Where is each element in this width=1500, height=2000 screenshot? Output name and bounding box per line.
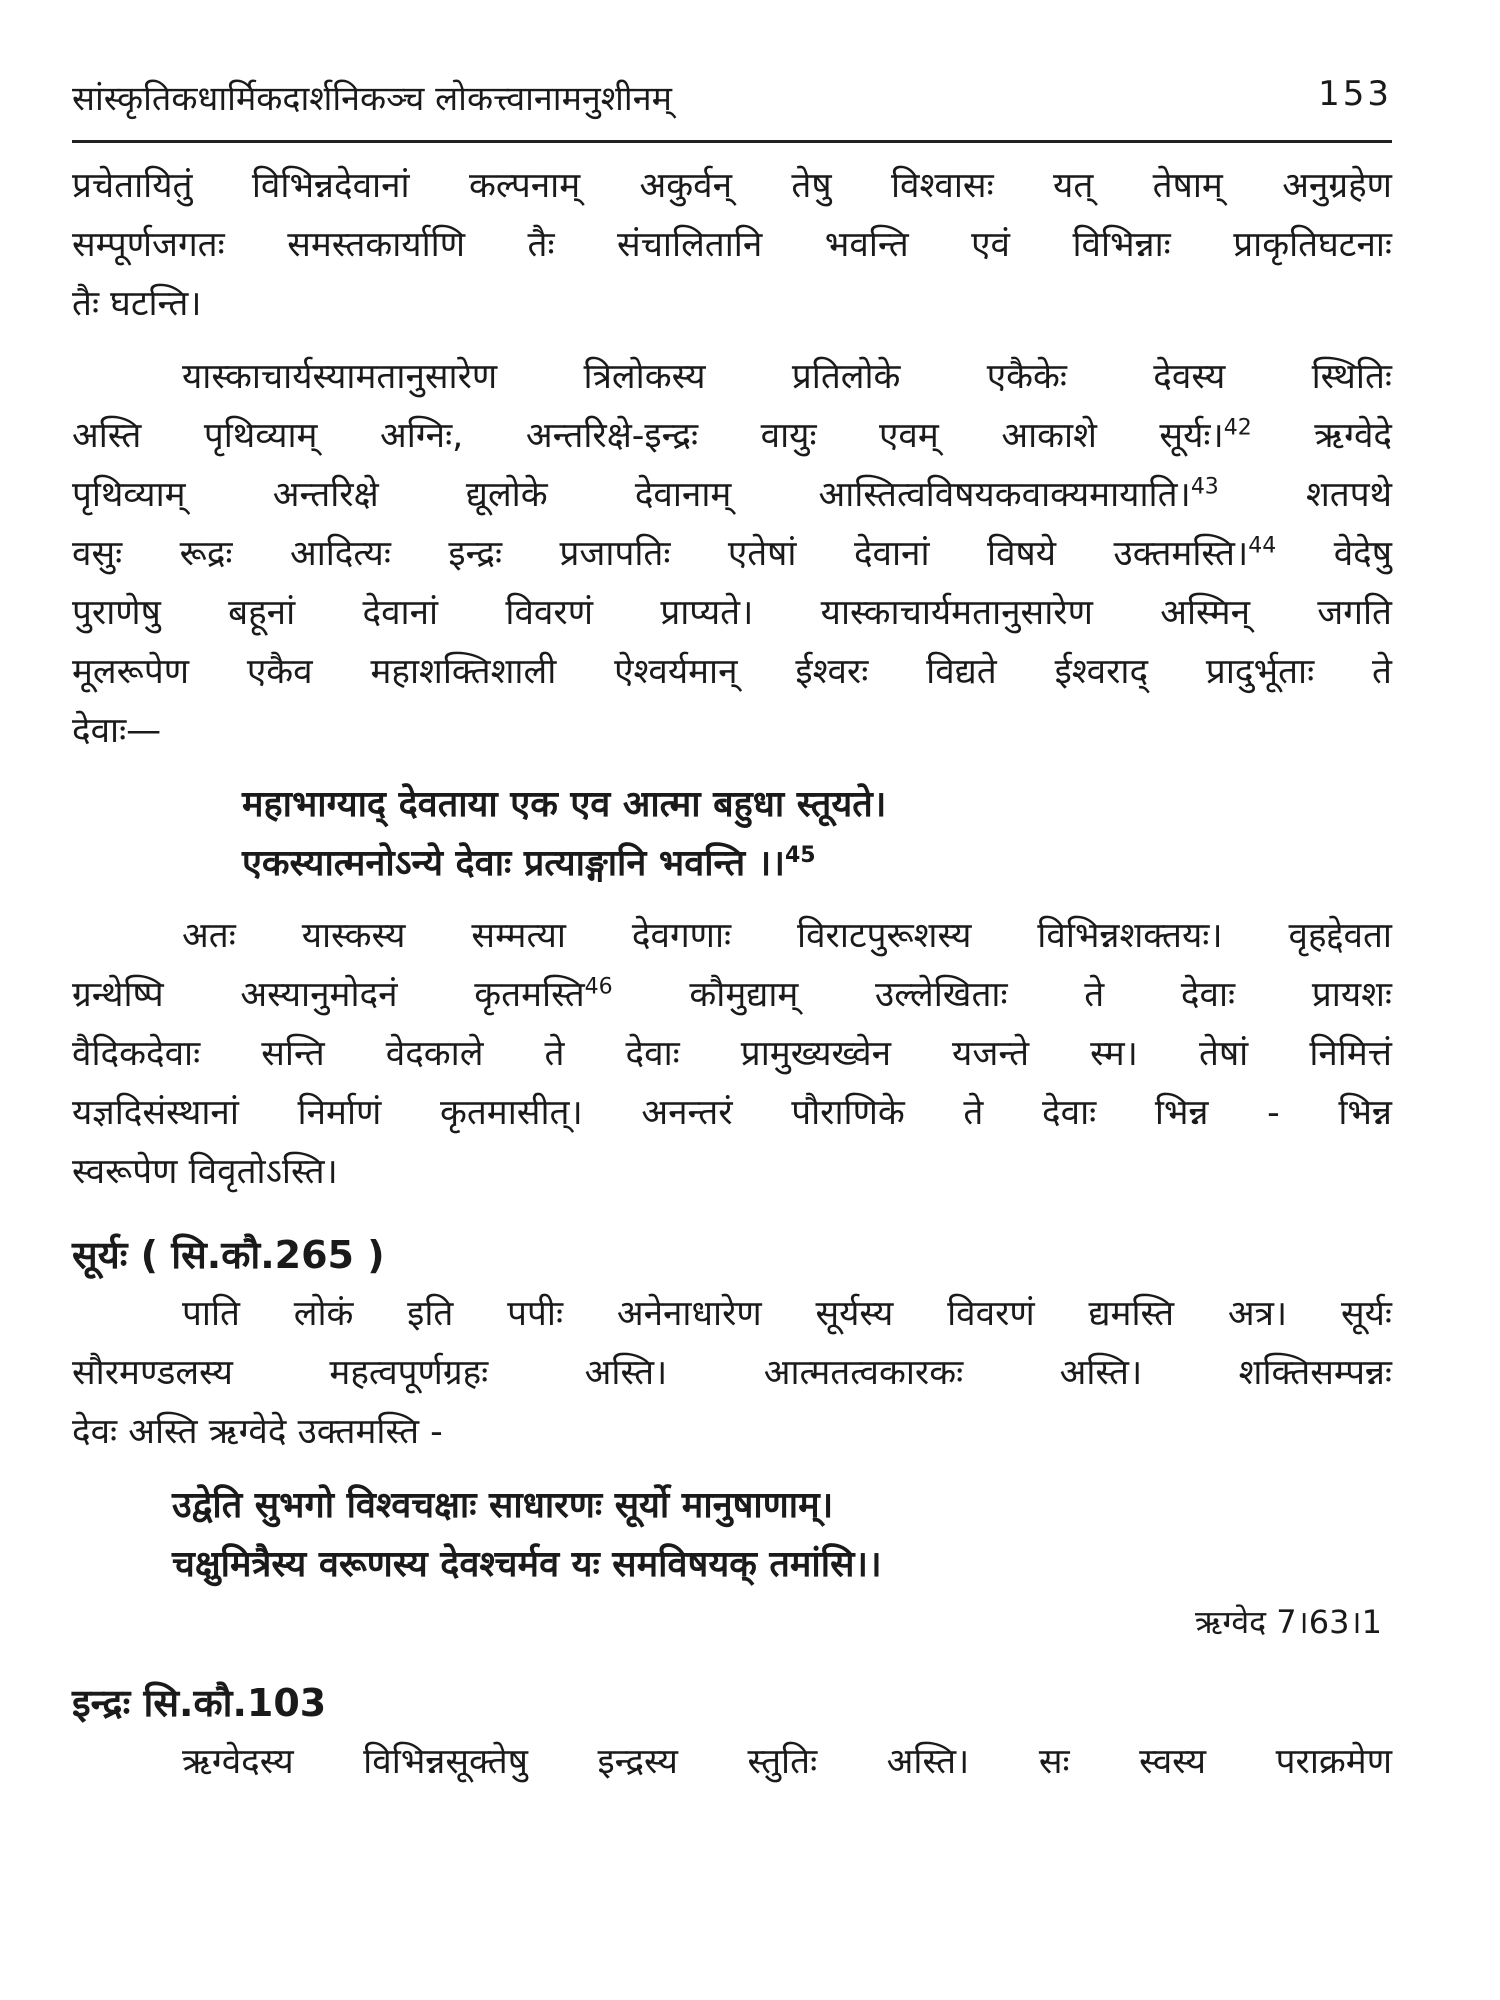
running-title: सांस्कृतिकधार्मिकदार्शनिकञ्च लोकत्त्वानामनुशीनम् bbox=[72, 79, 672, 119]
paragraph-4 bbox=[72, 1285, 1392, 1462]
text-span: ग्रन्थेष्पि अस्यानुमोदनं कृतमस्ति bbox=[72, 975, 585, 1015]
text-line: तैः घटन्ति। bbox=[72, 284, 202, 324]
text-span: अस्ति पृथिव्याम् अग्निः, अन्तरिक्षे-इन्द्रः वायुः एवम् आकाशे सूर्यः। bbox=[72, 416, 1224, 456]
text-line: ऋग्वेदस्य विभिन्नसूक्तेषु इन्द्रस्य स्तुतिः अस्ति। सः स्वस्य पराक्रमेण bbox=[182, 1742, 1392, 1782]
page-number: 153 bbox=[1318, 74, 1392, 114]
verse-block-1 bbox=[72, 775, 1392, 893]
text-span: वसुः रूद्रः आदित्यः इन्द्रः प्रजापतिः एतेषां देवानां विषये उक्तमस्ति। bbox=[72, 534, 1249, 574]
text-line: देवः अस्ति ऋग्वेदे उक्तमस्ति - bbox=[72, 1412, 443, 1452]
text-span: पृथिव्याम् अन्तरिक्षे द्यूलोके देवानाम् आस्तित्वविषयकवाक्यमायाति। bbox=[72, 475, 1191, 515]
footnote-marker: 42 bbox=[1223, 415, 1252, 441]
paragraph-2 bbox=[72, 348, 1392, 761]
text-line bbox=[72, 466, 1392, 525]
text-line: वैदिकदेवाः सन्ति वेदकाले ते देवाः प्रामुख्यख्वेन यजन्ते स्म। तेषां निमित्तं bbox=[72, 1034, 1392, 1074]
text-line: देवाः— bbox=[72, 711, 162, 751]
footnote-marker: 44 bbox=[1248, 533, 1277, 559]
text-line: यास्काचार्यस्यामतानुसारेण त्रिलोकस्य प्रतिलोके एकैकेः देवस्य स्थितिः bbox=[182, 357, 1392, 397]
paragraph-1 bbox=[72, 157, 1392, 334]
text-line: सौरमण्डलस्य महत्वपूर्णग्रहः अस्ति। आत्मतत्वकारकः अस्ति। शक्तिसम्पन्नः bbox=[72, 1353, 1392, 1393]
footnote-marker: 45 bbox=[784, 843, 816, 868]
text-span: ऋग्वेदे bbox=[1251, 416, 1392, 456]
paragraph-3 bbox=[72, 907, 1392, 1202]
text-span: शतपथे bbox=[1218, 475, 1392, 515]
text-line: सम्पूर्णजगतः समस्तकार्याणि तैः संचालितानि भवन्ति एवं विभिन्नाः प्राकृतिघटनाः bbox=[72, 225, 1392, 265]
text-line: यज्ञदिसंस्थानां निर्माणं कृतमासीत्। अनन्तरं पौराणिके ते देवाः भिन्न - भिन्न bbox=[72, 1093, 1392, 1133]
text-line: पाति लोकं इति पपीः अनेनाधारेण सूर्यस्य विवरणं द्यमस्ति अत्र। सूर्यः bbox=[182, 1294, 1392, 1334]
section-heading-indra: इन्द्रः सि.कौ.103 bbox=[72, 1681, 327, 1725]
text-line bbox=[72, 966, 1392, 1025]
verse-block-2 bbox=[72, 1476, 1392, 1594]
verse-reference: ऋग्वेद 7।63।1 bbox=[1195, 1603, 1382, 1641]
verse-line: उद्वेति सुभगो विश्वचक्षाः साधारणः सूर्यो मानुषाणाम्। bbox=[172, 1485, 834, 1526]
verse-line bbox=[72, 834, 1392, 893]
document-page bbox=[72, 60, 1392, 1792]
paragraph-5 bbox=[72, 1733, 1392, 1792]
text-span: वेदेषु bbox=[1276, 534, 1392, 574]
section-heading-surya: सूर्यः ( सि.कौ.265 ) bbox=[72, 1233, 385, 1277]
text-line bbox=[72, 407, 1392, 466]
text-line: मूलरूपेण एकैव महाशक्तिशाली ऐश्वर्यमान् ईश्वरः विद्यते ईश्वराद् प्रादुर्भूताः ते bbox=[72, 652, 1392, 692]
footnote-marker: 43 bbox=[1190, 474, 1219, 500]
text-line bbox=[72, 525, 1392, 584]
text-line: प्रचेतायितुं विभिन्नदेवानां कल्पनाम् अकुर्वन् तेषु विश्वासः यत् तेषाम् अनुग्रहेण bbox=[72, 166, 1392, 206]
text-span: एकस्यात्मनोऽन्ये देवाः प्रत्याङ्गानि भवन्ति ।। bbox=[242, 843, 785, 884]
text-line: अतः यास्कस्य सम्मत्या देवगणाः विराटपुरूशस्य विभिन्नशक्तयः। वृहद्देवता bbox=[182, 916, 1392, 956]
page-header bbox=[72, 60, 1392, 143]
text-line: स्वरूपेण विवृतोऽस्ति। bbox=[72, 1152, 338, 1192]
text-line: पुराणेषु बहूनां देवानां विवरणं प्राप्यते। यास्काचार्यमतानुसारेण अस्मिन् जगति bbox=[72, 593, 1392, 633]
text-span: कौमुद्याम् उल्लेखिताः ते देवाः प्रायशः bbox=[612, 975, 1392, 1015]
verse-line: चक्षुमित्रैस्य वरूणस्य देवश्चर्मव यः समविषयक् तमांसि।। bbox=[172, 1544, 882, 1585]
verse-line: महाभाग्याद् देवताया एक एव आत्मा बहुधा स्तूयते। bbox=[242, 784, 887, 825]
footnote-marker: 46 bbox=[584, 974, 613, 1000]
